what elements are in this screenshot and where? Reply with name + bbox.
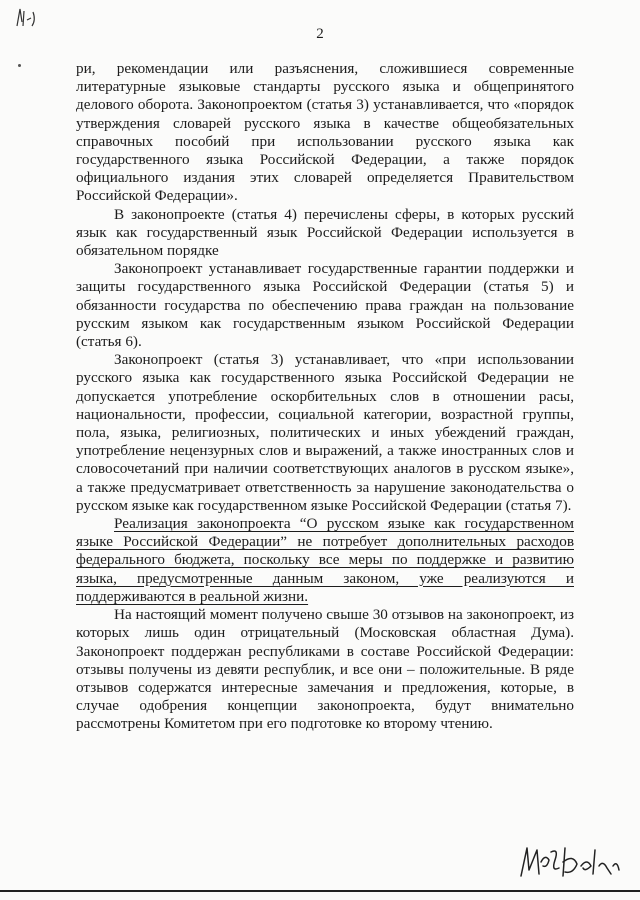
handwritten-signature [515,838,625,884]
bottom-edge-line [0,890,640,892]
scan-speck [18,64,21,67]
paragraph: В законопроекте (статья 4) перечислены сферы, в которых русский язык как государственный язык Российской Федерации используется в обязательном порядке [76,205,574,260]
page-number: 2 [316,26,324,42]
underlined-paragraph: Реализация законопроекта “О русском языке как государственном языке Российской Федерации” не потребует дополнительных расходов федерального бюджета, поскольку все меры по поддержке и развитию языка, предусмотренные данным законом, уже реализуются и поддерживаются в реальной жизни. [76,515,574,605]
paragraph: ри, рекомендации или разъяснения, сложившиеся современные литературные языковые стандарты русского языка и общепринятого делового оборота. Законопроектом (статья 3) устанавливается, что «порядок утверждения словарей русского языка в качестве общеобязательных справочных пособий при использовании русского языка как государственного языка Российской Федерации, а также порядок официального издания этих словарей определяется Правительством Российской Федерации». [76,60,574,205]
paragraph: Законопроект устанавливает государственные гарантии поддержки и защиты государственного языка Российской Федерации (статья 5) и обязанности государства по обеспечению права граждан на пользование русским языком как государственным языком Российской Федерации (статья 6). [76,260,574,351]
paragraph: На настоящий момент получено свыше 30 отзывов на законопроект, из которых лишь один отрицательный (Московская областная Дума). Законопроект поддержан республиками в составе Российской Федерации: отзывы получены из девяти республик, и все они – положительные. В ряде отзывов содержатся интересные замечания и предложения, которые, в случае одобрения концепции законопроекта, будут внимательно рассмотрены Комитетом при его подготовке ко второму чтению. [76,606,574,733]
paragraph: Законопроект (статья 3) устанавливает, что «при использовании русского языка как государственного языка Российской Федерации не допускается употребление оскорбительных слов в отношении расы, национальности, профессии, социальной категории, возрастной группы, пола, языка, религиозных, политических и иных убеждений граждан, употребление нецензурных слов и выражений, а также иностранных слов и словосочетаний при наличии соответствующих аналогов в русском языке», а также предусматривает ответственность за нарушение законодательства о русском языке как государственном языке Российской Федерации (статья 7). [76,351,574,514]
document-body [76,60,574,734]
